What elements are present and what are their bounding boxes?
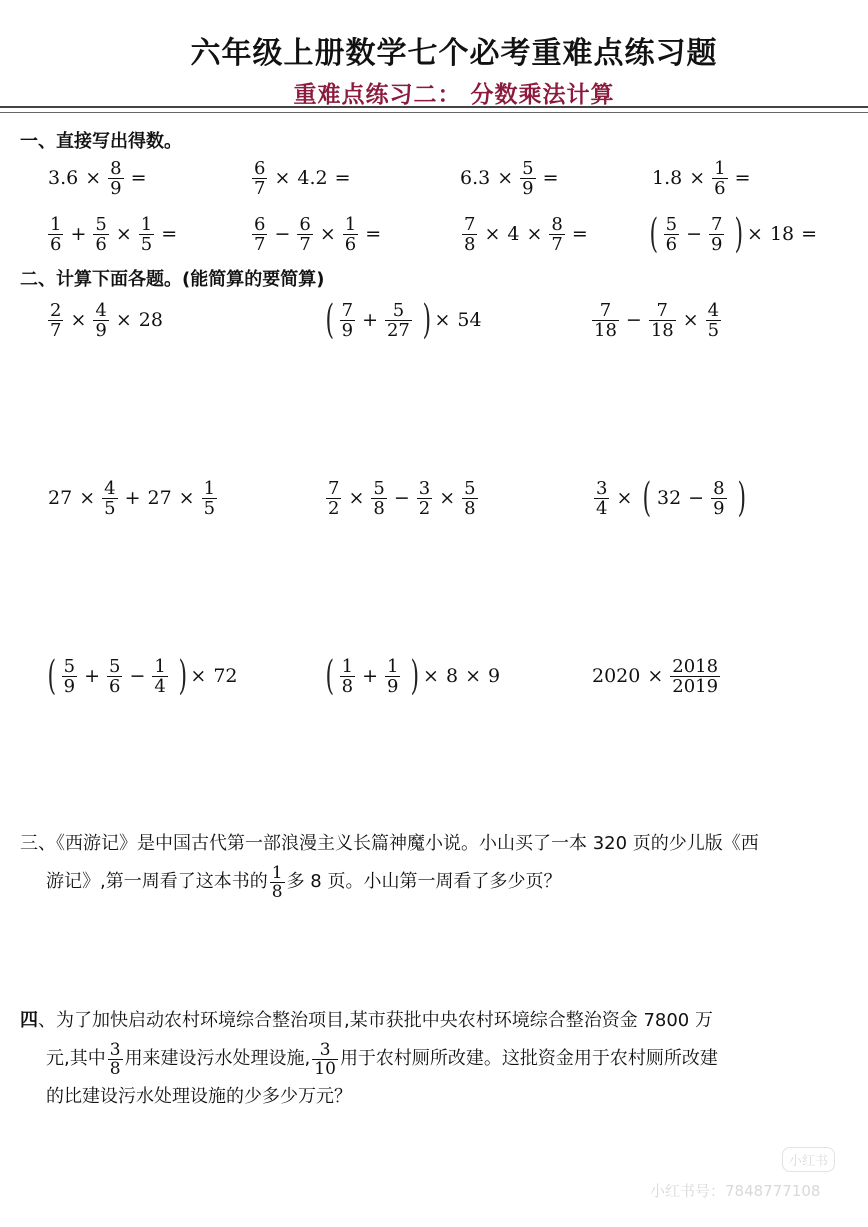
- fraction: $\frac{2}{7}$: [50, 299, 62, 341]
- fraction: $\frac{5}{9}$: [63, 655, 76, 697]
- fraction: $\frac{6}{7}$: [299, 213, 311, 255]
- s1-r2-e3: [462, 212, 595, 256]
- fraction: $\frac{3}{2}$: [418, 477, 431, 519]
- operator: ×: [497, 167, 514, 189]
- s2-r2-e1: [48, 476, 224, 520]
- section3-problem: [20, 830, 850, 906]
- fraction: $\frac{4}{5}$: [707, 299, 720, 341]
- operator: ×: [526, 223, 543, 245]
- number: 4.2: [297, 167, 328, 189]
- operator: ×: [484, 223, 501, 245]
- number: 2020: [592, 665, 641, 687]
- operator: +: [362, 309, 378, 331]
- s1-r1-e3: [460, 156, 566, 200]
- text: 元,其中: [46, 1048, 106, 1069]
- right-paren: ): [737, 475, 746, 521]
- equals: =: [161, 223, 178, 245]
- fraction: $\frac{1}{6}$: [344, 213, 357, 255]
- operator: ×: [274, 167, 291, 189]
- equals: =: [801, 223, 818, 245]
- fraction: $\frac{3}{4}$: [596, 477, 608, 519]
- fraction: $\frac{6}{7}$: [254, 213, 266, 255]
- s2-r1-e3: [592, 298, 728, 342]
- s2-r2-e2: [326, 476, 485, 520]
- fraction: $\frac{5}{9}$: [522, 157, 534, 199]
- s2-r2-e3: [594, 476, 749, 520]
- equals: =: [334, 167, 351, 189]
- left-paren: (: [325, 653, 335, 699]
- operator: ×: [190, 665, 207, 687]
- equals: =: [365, 223, 382, 245]
- operator: −: [393, 487, 410, 509]
- operator: ×: [70, 309, 87, 331]
- section4-line3: 的比建设污水处理设施的少多少万元？: [46, 1086, 352, 1107]
- fraction: $\frac{5}{8}$: [373, 477, 385, 519]
- s2-r1-e2: [322, 298, 489, 342]
- operator: ×: [115, 223, 132, 245]
- s2-r3-e1: [44, 654, 245, 698]
- s2-r1-e1: [48, 298, 170, 342]
- section3-line1: 三、《西游记》是中国古代第一部浪漫主义长篇神魔小说。小山买了一本 320 页的少儿版《西: [20, 833, 759, 854]
- number: 4: [507, 223, 520, 245]
- fraction: $\frac{1}{8}$: [341, 655, 354, 697]
- left-paren: (: [325, 297, 335, 343]
- text: 用于农村厕所改建。这批资金用于农村厕所改建: [339, 1048, 718, 1069]
- number: 18: [769, 223, 795, 245]
- number: 27: [147, 487, 172, 509]
- equals: =: [734, 167, 751, 189]
- operator: ×: [423, 665, 439, 687]
- fraction: $\frac{1}{9}$: [386, 655, 399, 697]
- operator: ×: [747, 223, 763, 245]
- fraction: $\frac{7}{2}$: [328, 477, 340, 519]
- fraction: $\frac{1}{4}$: [154, 655, 166, 697]
- operator: ×: [434, 309, 451, 331]
- operator: ×: [689, 167, 706, 189]
- operator: +: [70, 223, 87, 245]
- fraction: $\frac{5}{27}$: [386, 299, 410, 341]
- fraction: $\frac{5}{6}$: [95, 213, 107, 255]
- fraction: $\frac{1}{5}$: [140, 213, 153, 255]
- operator: −: [274, 223, 291, 245]
- operator: ×: [616, 487, 633, 509]
- operator: +: [362, 665, 378, 687]
- fraction: $\frac{1}{6}$: [714, 157, 726, 199]
- fraction: $\frac{7}{9}$: [710, 213, 723, 255]
- page-subtitle: 重难点练习二： 分数乘法计算: [293, 82, 615, 108]
- header-divider-thin: [0, 112, 868, 113]
- equals: =: [542, 167, 559, 189]
- operator: −: [625, 309, 642, 331]
- operator: +: [84, 665, 100, 687]
- operator: ×: [682, 309, 699, 331]
- fraction: $\frac{7}{9}$: [341, 299, 354, 341]
- operator: ×: [647, 665, 664, 687]
- section1-heading: 一、直接写出得数。: [20, 131, 182, 152]
- number: 28: [138, 309, 163, 331]
- right-paren: ): [410, 653, 420, 699]
- operator: ×: [439, 487, 456, 509]
- fraction: $\frac{5}{6}$: [665, 213, 678, 255]
- fraction: $\frac{6}{7}$: [254, 157, 266, 199]
- number: 72: [213, 665, 238, 687]
- section4-line1: [20, 1007, 850, 1035]
- s1-r1-e2: [252, 156, 358, 200]
- fraction: $\frac{3}{8}$: [109, 1039, 121, 1079]
- right-paren: ): [178, 653, 187, 699]
- fraction: $\frac{1}{8}$: [271, 862, 283, 902]
- s2-r3-e2: [322, 654, 507, 698]
- s1-r2-e2: [252, 212, 388, 256]
- fraction: $\frac{1}{6}$: [50, 213, 62, 255]
- number: 8: [445, 665, 459, 687]
- number: 1.8: [652, 167, 683, 189]
- text: 、为了加快启动农村环境综合整治项目,某市获批中央农村环境综合整治资金 7800 万: [38, 1010, 713, 1031]
- right-paren: ): [422, 297, 431, 343]
- page-title: 六年级上册数学七个必考重难点练习题: [190, 36, 718, 71]
- s2-r3-e3: [592, 654, 727, 698]
- section4-label: 四: [20, 1010, 38, 1031]
- s1-r1-e1: [48, 156, 154, 200]
- text: 多 8 页。小山第一周看了多少页？: [286, 871, 562, 892]
- fraction: $\frac{7}{18}$: [650, 299, 674, 341]
- number: 3.6: [48, 167, 79, 189]
- number: 54: [457, 309, 482, 331]
- header-divider: [0, 106, 868, 108]
- left-paren: (: [47, 653, 57, 699]
- fraction: $\frac{4}{5}$: [104, 477, 116, 519]
- fraction: $\frac{1}{5}$: [203, 477, 216, 519]
- s1-r2-e1: [48, 212, 184, 256]
- operator: ×: [319, 223, 336, 245]
- fraction: $\frac{2018}{2019}$: [672, 655, 719, 697]
- equals: =: [571, 223, 588, 245]
- fraction: $\frac{7}{18}$: [594, 299, 617, 341]
- number: 27: [48, 487, 73, 509]
- operator: +: [124, 487, 141, 509]
- left-paren: (: [642, 475, 652, 521]
- watermark-text: 小红书号：7848777108: [650, 1182, 821, 1200]
- number: 6.3: [460, 167, 491, 189]
- fraction: $\frac{8}{9}$: [110, 157, 122, 199]
- operator: −: [688, 487, 705, 509]
- s1-r2-e4: [646, 212, 824, 256]
- watermark-badge: 小红书: [782, 1147, 835, 1172]
- section3-line2: [20, 858, 850, 906]
- fraction: $\frac{5}{8}$: [464, 477, 476, 519]
- section2-heading: 二、计算下面各题。(能简算的要简算): [20, 269, 325, 290]
- operator: ×: [85, 167, 102, 189]
- left-paren: (: [649, 211, 659, 257]
- section4-problem: [20, 1007, 850, 1111]
- operator: ×: [348, 487, 365, 509]
- number: 32: [656, 487, 682, 509]
- fraction: $\frac{8}{9}$: [713, 477, 725, 519]
- operator: ×: [79, 487, 96, 509]
- operator: −: [129, 665, 146, 687]
- operator: ×: [465, 665, 481, 687]
- fraction: $\frac{3}{10}$: [314, 1039, 336, 1079]
- operator: −: [686, 223, 702, 245]
- section4-line2: [20, 1035, 850, 1083]
- number: 9: [487, 665, 501, 687]
- text: 用来建设污水处理设施,: [124, 1048, 311, 1069]
- right-paren: ): [734, 211, 744, 257]
- fraction: $\frac{5}{6}$: [108, 655, 121, 697]
- equals: =: [130, 167, 147, 189]
- operator: ×: [115, 309, 132, 331]
- fraction: $\frac{8}{7}$: [551, 213, 563, 255]
- text: 游记》,第一周看了这本书的: [46, 871, 268, 892]
- fraction: $\frac{4}{9}$: [95, 299, 107, 341]
- fraction: $\frac{7}{8}$: [464, 213, 476, 255]
- s1-r1-e4: [652, 156, 758, 200]
- operator: ×: [178, 487, 195, 509]
